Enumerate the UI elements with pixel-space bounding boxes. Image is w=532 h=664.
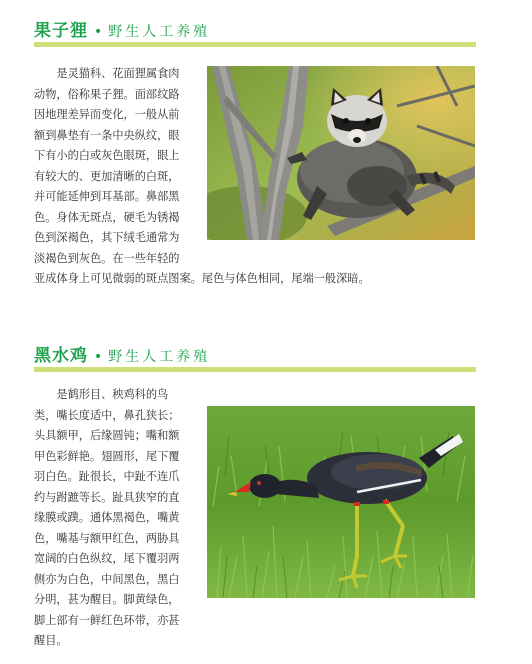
text-line: 甲色彩鲜艳。翅圆形，尾下覆 <box>34 449 180 463</box>
section-title-row <box>34 341 210 366</box>
text-line: 羽白色。趾很长，中趾不连爪 <box>34 470 180 483</box>
civet-description <box>34 64 194 269</box>
text-line: 动物，俗称果子狸。面部纹路 <box>34 87 180 101</box>
title-divider <box>34 42 476 47</box>
text-line: 类，嘴长度适中，鼻孔狭长； <box>34 408 180 422</box>
text-line: 是灵猫科、花面狸属食肉 <box>56 67 180 80</box>
section-title: 果子狸 <box>34 21 88 41</box>
text-line: 分明，甚为醒目。脚黄绿色， <box>34 593 180 606</box>
civet-photo <box>207 66 475 240</box>
section-title: 黑水鸡 <box>34 346 88 366</box>
section-title-row <box>34 16 210 41</box>
section-subtitle: 野生人工养殖 <box>108 349 211 365</box>
text-line: 色到深褐色，其下绒毛通常为 <box>34 231 180 244</box>
text-line: 下有小的白或灰色眼斑，眼上 <box>34 149 180 162</box>
civet-description-tail: 亚成体身上可见微弱的斑点图案。尾色与体色相同，尾端一般深暗。 <box>34 272 370 285</box>
title-separator: • <box>94 349 103 365</box>
section-subtitle: 野生人工养殖 <box>108 24 211 40</box>
text-line: 并可能延伸到耳基部。鼻部黑 <box>34 190 180 203</box>
text-line: 醒目。 <box>34 634 68 647</box>
text-line: 淡褐色到灰色。在一些年轻的 <box>34 251 180 265</box>
title-divider <box>34 367 476 372</box>
text-line: 宽阔的白色纵纹，尾下覆羽两 <box>34 552 180 565</box>
text-line: 侧亦为白色，中间黑色，黑白 <box>34 572 180 586</box>
text-line: 有较大的、更加清晰的白斑， <box>34 169 180 183</box>
moorhen-photo <box>207 406 475 598</box>
text-line: 因地理差异而变化，一般从前 <box>34 108 180 121</box>
text-line: 色，嘴基与额甲红色，两胁具 <box>34 531 180 545</box>
title-separator: • <box>94 24 103 40</box>
text-line: 额到鼻垫有一条中央纵纹，眼 <box>34 128 180 142</box>
text-line: 脚上部有一鲜红色环带，亦甚 <box>34 613 180 627</box>
text-line: 头具额甲，后缘圆钝；嘴和额 <box>34 429 180 442</box>
text-line: 是鹤形目、秧鸡科的鸟 <box>56 388 169 401</box>
moorhen-description <box>34 385 196 652</box>
text-line: 色。身体无斑点，硬毛为锈褐 <box>34 210 180 224</box>
text-line: 缘膜或蹼。通体黑褐色，嘴黄 <box>34 511 180 524</box>
text-line: 约与跗蹠等长。趾具狭窄的直 <box>34 490 180 504</box>
